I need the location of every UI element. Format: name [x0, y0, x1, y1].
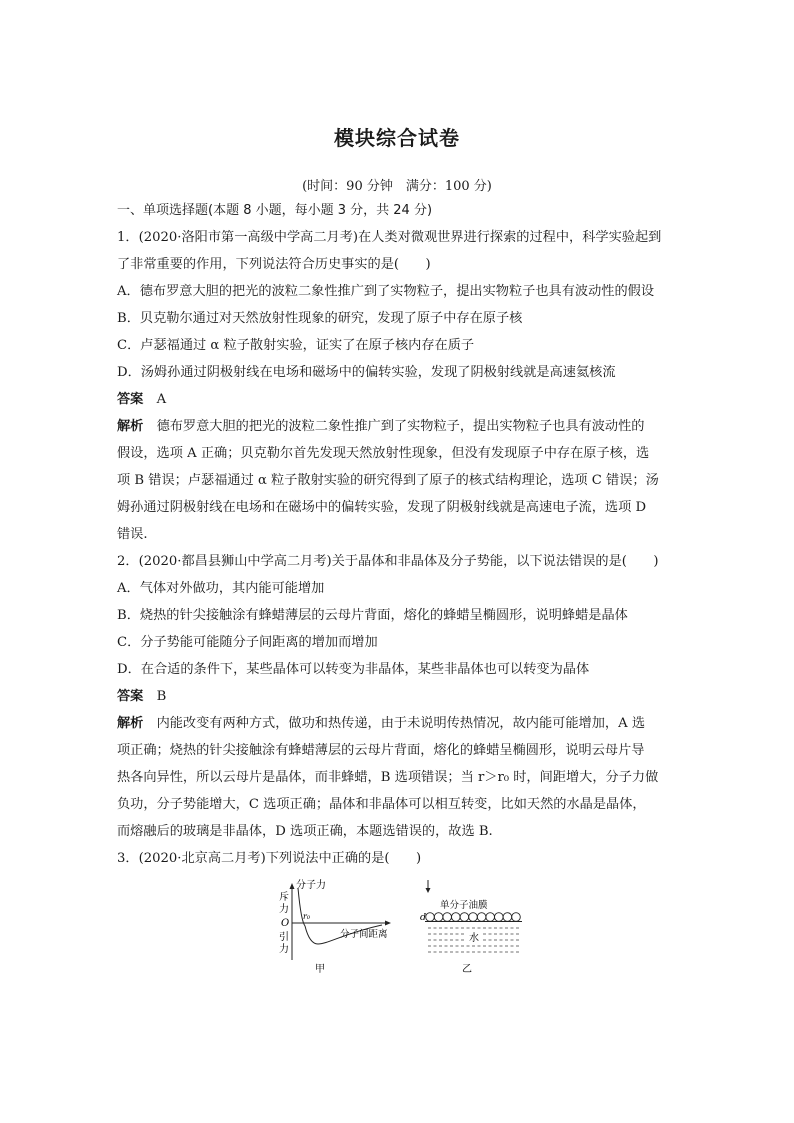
q1-analysis-line2: 假设，选项 A 正确；贝克勒尔首先发现天然放射性现象，但没有发现原子中存在原子核，选	[117, 446, 650, 461]
q2-answer-label: 答案	[117, 689, 144, 704]
q2-answer	[117, 688, 682, 706]
page-title: 模块综合试卷	[334, 126, 460, 150]
q2-analysis-line1	[117, 715, 682, 733]
q1-analysis-line5: 错误.	[117, 527, 148, 542]
q1-option-b: B．贝克勒尔通过对天然放射性现象的研究，发现了原子中存在原子核	[117, 311, 523, 326]
yi-water-label: 水	[469, 933, 479, 944]
q2-option-a: A．气体对外做功，其内能可能增加	[117, 581, 325, 596]
exam-info: (时间：90 分钟 满分：100 分)	[302, 179, 492, 194]
q2-stem: 2．(2020·都昌县狮山中学高二月考)关于晶体和非晶体及分子势能，以下说法错误的是( )	[117, 554, 659, 569]
yi-drop-arrow-head	[426, 888, 431, 893]
jia-repulsion-1: 斥	[279, 892, 289, 903]
jia-y-arrow	[290, 883, 295, 889]
q1-stem-line2: 了非常重要的作用，下列说法符合历史事实的是( )	[117, 257, 431, 272]
yi-oil-molecules	[426, 913, 521, 922]
yi-caption: 乙	[462, 964, 472, 975]
figure-yi	[420, 880, 522, 975]
q2-analysis-line4: 负功，分子势能增大，C 选项正确；晶体和非晶体可以相互转变，比如天然的水晶是晶体，	[117, 797, 646, 812]
yi-film-label: 单分子油膜	[440, 900, 488, 911]
q3-figures	[270, 878, 530, 978]
q1-analysis-line1	[117, 418, 682, 436]
q2-option-b: B．烧热的针尖接触涂有蜂蜡薄层的云母片背面，熔化的蜂蜡呈椭圆形，说明蜂蜡是晶体	[117, 608, 628, 623]
figure-jia	[279, 878, 391, 975]
section-heading: 一、单项选择题(本题 8 小题，每小题 3 分，共 24 分)	[117, 203, 433, 218]
q2-analysis-text1: 内能改变有两种方式，做功和热传递，由于未说明传热情况，故内能可能增加，A 选	[156, 716, 646, 731]
q2-option-c: C．分子势能可能随分子间距离的增加而增加	[117, 635, 378, 650]
q1-answer-label: 答案	[117, 392, 144, 407]
q1-option-a: A．德布罗意大胆的把光的波粒二象性推广到了实物粒子，提出实物粒子也具有波动性的假设	[117, 284, 655, 299]
q3-stem: 3．(2020·北京高二月考)下列说法中正确的是( )	[117, 851, 422, 866]
jia-x-arrow	[385, 921, 391, 926]
q1-answer	[117, 391, 682, 409]
q1-analysis-text1: 德布罗意大胆的把光的波粒二象性推广到了实物粒子，提出实物粒子也具有波动性的	[156, 419, 645, 434]
q1-analysis-label: 解析	[117, 419, 144, 434]
jia-y-label: 分子力	[296, 880, 326, 891]
q1-analysis-line3: 项 B 错误；卢瑟福通过 α 粒子散射实验的研究得到了原子的核式结构理论，选项 C 错误；汤	[117, 473, 659, 488]
q1-option-d: D．汤姆孙通过阴极射线在电场和磁场中的偏转实验，发现了阴极射线就是高速氦核流	[117, 365, 616, 380]
q1-stem-line1: 1．(2020·洛阳市第一高级中学高二月考)在人类对微观世界进行探索的过程中，科学实验起到	[117, 230, 662, 245]
jia-repulsion-2: 力	[279, 904, 289, 915]
yi-d-label: d	[420, 912, 427, 923]
jia-attraction-2: 力	[279, 944, 289, 955]
jia-r0-label: r₀	[303, 912, 311, 921]
q2-analysis-label: 解析	[117, 716, 144, 731]
q3-figures-svg	[270, 878, 530, 978]
q2-analysis-line3: 热各向异性，所以云母片是晶体，而非蜂蜡，B 选项错误；当 r＞r₀ 时，间距增大，分子力做	[117, 770, 659, 785]
jia-origin: O	[281, 918, 290, 929]
q1-option-c: C．卢瑟福通过 α 粒子散射实验，证实了在原子核内存在质子	[117, 338, 475, 353]
q2-analysis-line5: 而熔融后的玻璃是非晶体，D 选项正确，本题选错误的，故选 B.	[117, 824, 493, 839]
jia-attraction-1: 引	[279, 932, 289, 943]
jia-x-label: 分子间距离	[340, 929, 388, 940]
q2-analysis-line2: 项正确；烧热的针尖接触涂有蜂蜡薄层的云母片背面，熔化的蜂蜡呈椭圆形，说明云母片导	[117, 743, 645, 758]
jia-caption: 甲	[315, 964, 325, 975]
q2-answer-value: B	[156, 689, 167, 704]
q1-analysis-line4: 姆孙通过阴极射线在电场和在磁场中的偏转实验，发现了阴极射线就是高速电子流，选项 D	[117, 500, 647, 515]
q2-option-d: D．在合适的条件下，某些晶体可以转变为非晶体，某些非晶体也可以转变为晶体	[117, 662, 590, 677]
q1-answer-value: A	[156, 392, 167, 407]
